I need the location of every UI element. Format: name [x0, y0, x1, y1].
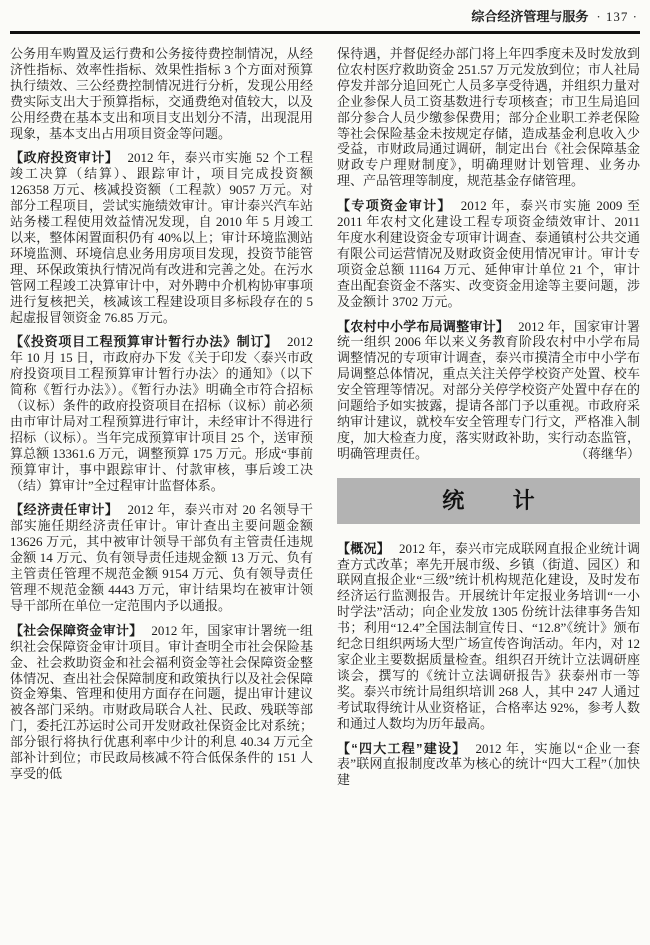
entry-heading: 【概况】 — [337, 540, 390, 556]
entry-heading: 【专项资金审计】 — [337, 198, 452, 214]
continuation-paragraph — [337, 46, 640, 189]
entry-text: 2012 年 10 月 15 日，市政府办下发《关于印发〈泰兴市政府投资项目工程预算审计暂行办法〉的通知》（以下简称《暂行办法》）。《暂行办法》明确全市符合招标（议标）条件的政府投资项目在招标（议标）前必须由市审计局对工程预算进行审计，未经审计不得进行招标（议标）。当年完成预算审计项目 25 个，送审预算总额 13361.6 万元，调整预算 175 万元。形成“事前预算审计，事中跟踪审计、付款审核，事后竣工决（结）算审计”全过程审计监督体系。 — [10, 334, 313, 493]
entry-heading: 【“四大工程”建设】 — [337, 740, 467, 756]
paragraph-text: 公务用车购置及运行费和公务接待费控制情况，从经济性指标、效率性指标、效果性指标 3 个方面对预算执行绩效、三公经费控制情况进行分析，发现公用经费实际支出大于预算指标，交通费绝对值较大，以及公用经费在基本支出和项目支出划分不清，出现混用现象，基本支出占用项目资金等问题。 — [10, 46, 313, 141]
paragraph-text: 保待遇，并督促经办部门将上年四季度未及时发放到位农村医疗救助资金 251.57 万元发放到位；市人社局停发并部分追回死亡人员多享受待遇，并组织力量对企业参保人员工资基数进行专项核查；市卫生局追回部分参合人员少缴参保费用；部分企业职工养老保险等社会保险基金未按规定存储，造成基金利息收入少受益，市财政局通过调研，制定出台《社会保障基金财政专户理财制度》，明确理财计划管理、业务办理、产品管理等制度，规范基金存储管理。 — [337, 46, 640, 189]
entry-text: 2012 年，泰兴市完成联网直报企业统计调查方式改革；率先开展市级、乡镇（街道、园区）和联网直报企业“三级”统计机构规范化建设，及时发布经济运行监测报告。开展统计年定报业务培训“一小时学法”活动；向企业发放 1305 份统计法律事务告知书；利用“12.4”全国法制宣传日、“12.8”《统计》颁布纪念日组织两场大型广场宣传咨询活动。年内，对 12 家企业主要数据质量检查。组织召开统计立法调研座谈会，撰写的《统计立法调研报告》获泰州市一等奖。泰兴市统计局组织培训 268 人，其中 247 人通过考试取得统计从业资格证，合格率达 92%，参考人数和通过人数均为历年最高。 — [337, 540, 640, 731]
section-title: 综合经济管理与服务 — [471, 9, 589, 24]
section-banner-statistics — [337, 478, 640, 524]
author-byline: （蒋继华） — [574, 445, 640, 461]
entry-rural-school-layout-audit — [337, 319, 640, 462]
page-number: · 137 · — [596, 9, 638, 24]
text-columns — [10, 46, 640, 788]
header-rule — [10, 31, 640, 34]
entry-text: 2012 年，国家审计署统一组织 2006 年以来义务教育阶段农村中小学布局调整情况的专项审计调查，泰兴市摸清全市中小学布局调整总体情况，重点关注关停学校资产处置、校车安全管理等情况。对部分关停学校资产处置中存在的问题给予如实披露，提请各部门予以重视。市政府采纳审计建议，就校车安全管理专门行文，严格准入制度，加大检查力度，落实财政补助，实行动态监管，明确管理责任。 — [337, 318, 640, 461]
entry-heading: 【农村中小学布局调整审计】 — [337, 318, 510, 334]
entry-text: 2012 年，泰兴市对 20 名领导干部实施任期经济责任审计。审计查出主要问题金额 13626 万元，其中被审计领导干部负有主管责任违规金额 14 万元、负有领导责任违规金额 13 万元、负有主管责任管理不规范金额 9154 万元、负有领导责任管理不规范金额 4443 万元，审计结果均在被审计领导干部所在单位一定范围内予以通报。 — [10, 502, 313, 613]
entry-text: 2012 年，国家审计署统一组织社会保障资金审计项目。审计查明全市社会保险基金、社会救助资金和社会福利资金等社会保障资金整体情况、查出社会保障制度和政策执行以及社会保障资金筹集、管理和使用方面存在问题，提出审计建议被各部门采纳。市财政局联合人社、民政、残联等部门，委托江苏运时公司开发财政社保资金比对系统；部分银行将执行优惠利率中少计的利息 40.34 万元全部补计到位；市民政局核减不符合低保条件的 151 人享受的低 — [10, 622, 313, 781]
left-column — [10, 46, 313, 788]
entry-economic-responsibility-audit — [10, 502, 313, 613]
entry-text: 2012 年，泰兴市实施 52 个工程竣工决算（结算）、跟踪审计，项目完成投资额 126358 万元、核减投资额（工程款）9057 万元。对部分工程项目，尝试实施绩效审计。审计泰兴汽车站站务楼工程使用效益情况发现，自 2010 年 5 月竣工以来，整体闲置面积仍有 40%以上；审计环境监测站环境监测、环境信息业务用房项目发现，投资节能管理、环保政策执行情况尚有改进和完善之处。在污水管网工程竣工决算审计中，对外聘中介机构协审事项进行复核把关，核减该工程建设项目多标段存在的 5 起虚报冒领资金 76.85 万元。 — [10, 150, 313, 325]
entry-government-investment-audit — [10, 150, 313, 325]
entry-special-fund-audit — [337, 198, 640, 309]
entry-social-security-fund-audit — [10, 623, 313, 782]
entry-four-major-projects — [337, 741, 640, 789]
continuation-paragraph — [10, 46, 313, 141]
right-column — [337, 46, 640, 788]
entry-heading: 【社会保障资金审计】 — [10, 622, 143, 638]
entry-heading: 【政府投资审计】 — [10, 150, 119, 166]
banner-label: 统计 — [442, 487, 584, 513]
entry-heading: 【经济责任审计】 — [10, 502, 119, 518]
entry-text: 2012 年，实施以“企业一套表”联网直报制度改革为核心的统计“四大工程”（加快建 — [337, 740, 640, 788]
entry-heading: 【《投资项目工程预算审计暂行办法》制订】 — [10, 334, 278, 350]
entry-overview — [337, 541, 640, 732]
entry-text: 2012 年，泰兴市实施 2009 至 2011 年农村文化建设工程专项资金绩效审计、2011 年度水利建设资金专项审计调查、泰通镇村公共交通有限公司运营情况及财政资金使用情况审计。审计专项资金总额 11164 万元、延伸审计单位 21 个，审计查出配套资金不落实、改变资金用途等主要问题，涉及金额计 3702 万元。 — [337, 198, 640, 309]
page-header — [10, 8, 640, 28]
entry-interim-measures — [10, 334, 313, 493]
